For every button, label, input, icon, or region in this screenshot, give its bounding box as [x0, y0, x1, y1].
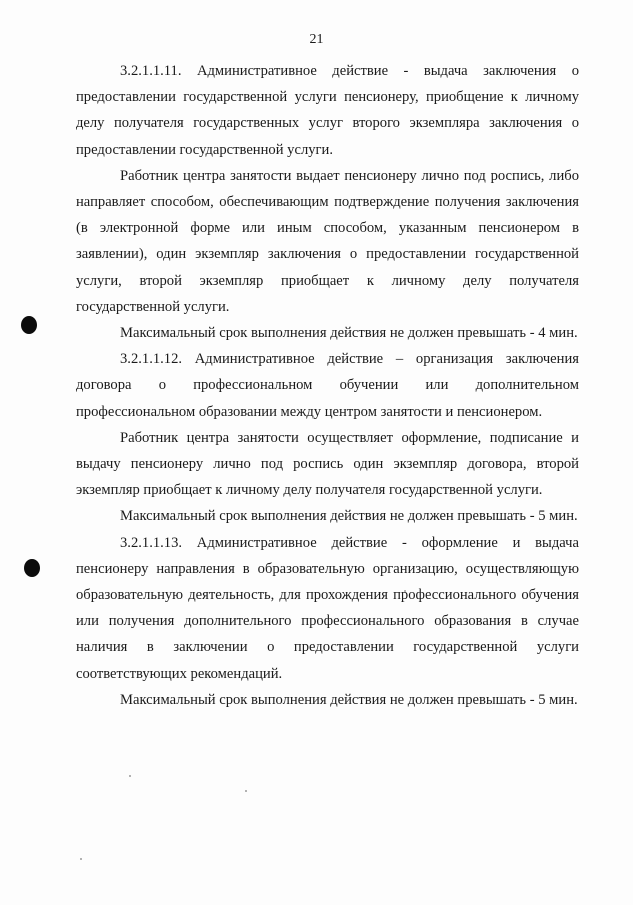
paragraph-deadline-4-min: Максимальный срок выполнения действия не должен превышать - 4 мин.: [120, 325, 578, 342]
paragraph-3-2-1-1-11-heading: 3.2.1.1.11. Административное действие - выдача заключения о предоставлении государственной услуги пенсионеру, приобщение к личному делу получателя государственных услуг второго экземпляра заключения о предоставлении государственной услуги.: [76, 63, 579, 158]
paragraph-issue-conclusion: Работник центра занятости выдает пенсионеру лично под роспись, либо направляет способом, обеспечивающим подтверждение получения заключения (в электронной форме или иным способом, указанным пенсионером в заявлении), один экземпляр заключения о предоставлении государственной услуги, второй экземпляр приобщает к личному делу получателя государственной услуги.: [76, 167, 579, 315]
punch-hole-mark: [24, 559, 40, 577]
paragraph-3-2-1-1-12-heading: 3.2.1.1.12. Административное действие – организация заключения договора о профессиональном обучении или дополнительном профессиональном образовании между центром занятости и пенсионером.: [76, 351, 579, 420]
paragraph-deadline-5-min: Максимальный срок выполнения действия не должен превышать - 5 мин.: [120, 508, 578, 525]
document-body: [76, 58, 579, 713]
punch-hole-mark: [21, 316, 37, 334]
paragraph-contract-processing: Работник центра занятости осуществляет оформление, подписание и выдачу пенсионеру лично под роспись один экземпляр договора, второй экземпляр приобщает к личному делу получателя государственной услуги.: [76, 429, 579, 499]
scan-speck: [245, 790, 247, 792]
paragraph-deadline-5-min-final: Максимальный срок выполнения действия не должен превышать - 5 мин.: [120, 691, 578, 708]
scan-speck: [129, 775, 131, 777]
page-number: 21: [309, 32, 324, 47]
scan-speck: [80, 858, 82, 860]
paragraph-3-2-1-1-13-heading: 3.2.1.1.13. Административное действие - оформление и выдача пенсионеру направления в образовательную организацию, осуществляющую образовательную деятельность, для прохождения профессионального обучения или получения дополнительного профессионального образования в случае наличия в заключении о предоставлении государственной услуги соответствующих рекомендаций.: [76, 534, 579, 682]
